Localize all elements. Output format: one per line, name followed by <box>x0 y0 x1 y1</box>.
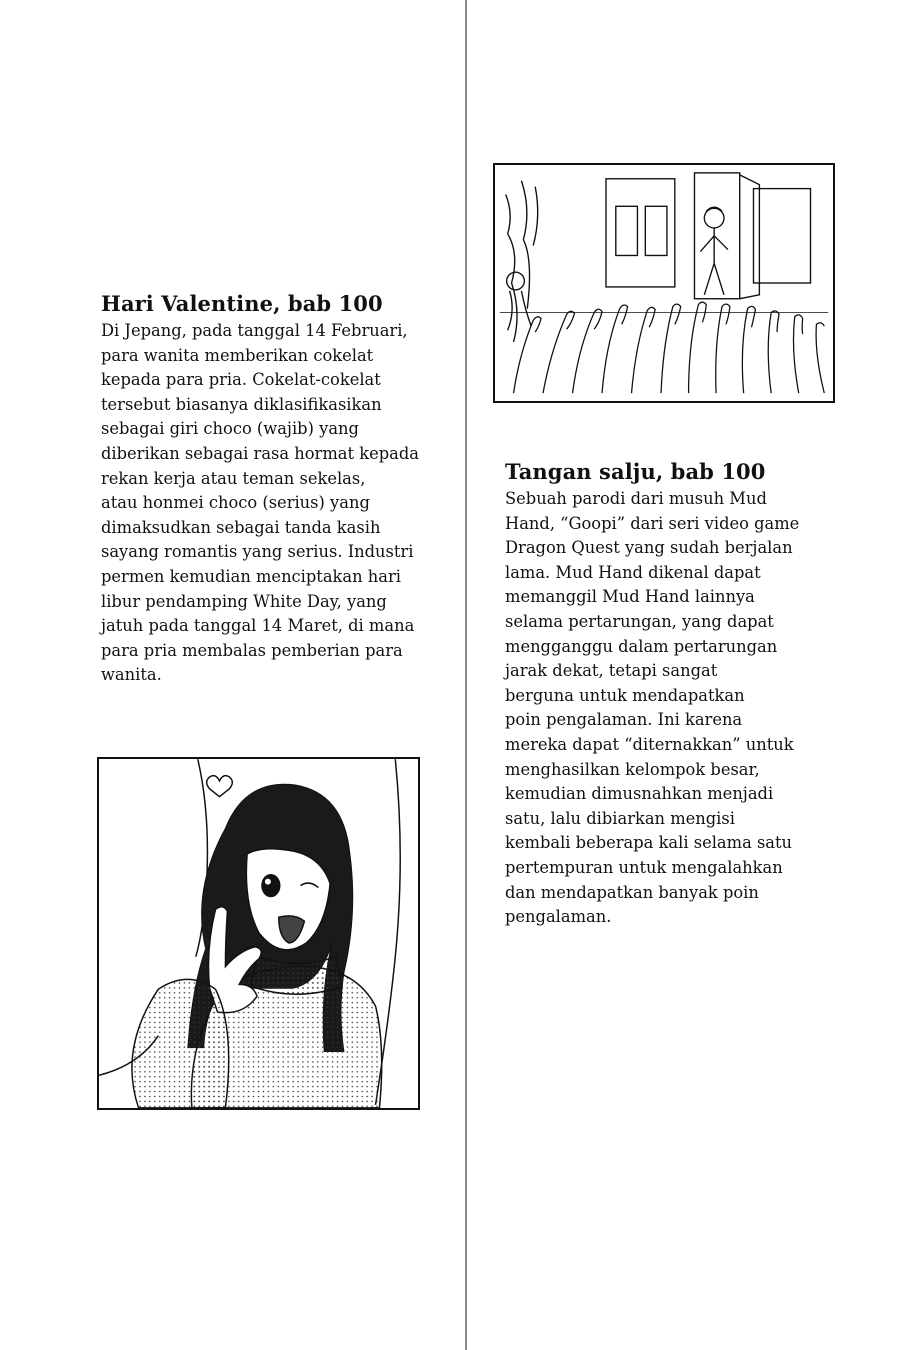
manga-panel-hands <box>493 163 835 403</box>
text-line: lama. Mud Hand dikenal dapat <box>505 562 761 582</box>
text-line: dan mendapatkan banyak poin <box>505 882 759 902</box>
text-line: Di Jepang, pada tanggal 14 Februari, <box>101 321 408 340</box>
text-line: Hand, “Goopi” dari seri video game <box>505 513 800 533</box>
text-line: wanita. <box>101 665 162 685</box>
text-line: selama pertarungan, yang dapat <box>505 611 774 631</box>
text-line: atau honmei choco (serius) yang <box>101 493 370 513</box>
note-body <box>505 487 835 930</box>
text-line: Sebuah parodi dari musuh Mud <box>505 489 767 508</box>
text-line: libur pendamping White Day, yang <box>101 591 387 611</box>
text-line: pertempuran untuk mengalahkan <box>505 857 783 877</box>
note-snow-hand <box>505 459 835 930</box>
note-valentine <box>101 291 441 688</box>
text-line: permen kemudian menciptakan hari <box>101 566 401 586</box>
text-line: sebagai giri choco (wajib) yang <box>101 419 359 439</box>
text-line: mereka dapat “diternakkan” untuk <box>505 734 794 754</box>
text-line: para wanita memberikan cokelat <box>101 345 374 365</box>
manga-panel-girl <box>97 757 420 1110</box>
text-line: berguna untuk mendapatkan <box>505 685 745 705</box>
text-line: pengalaman. <box>505 907 612 927</box>
text-line: poin pengalaman. Ini karena <box>505 710 743 730</box>
text-line: Dragon Quest yang sudah berjalan <box>505 538 793 558</box>
text-line: sayang romantis yang serius. Industri <box>101 542 414 562</box>
text-line: mengganggu dalam pertarungan <box>505 636 778 656</box>
text-line: dimaksudkan sebagai tanda kasih <box>101 517 381 537</box>
page-gutter-divider <box>465 0 467 1350</box>
girl-illustration <box>99 759 418 1108</box>
hands-illustration <box>495 165 833 401</box>
note-body <box>101 319 441 688</box>
text-line: diberikan sebagai rasa hormat kepada <box>101 443 419 463</box>
text-line: jatuh pada tanggal 14 Maret, di mana <box>101 616 415 636</box>
note-title: Hari Valentine, bab 100 <box>101 291 383 316</box>
text-line: kepada para pria. Cokelat-cokelat <box>101 370 381 390</box>
text-line: satu, lalu dibiarkan mengisi <box>505 808 735 828</box>
text-line: kemudian dimusnahkan menjadi <box>505 784 774 804</box>
text-line: kembali beberapa kali selama satu <box>505 833 793 853</box>
text-line: rekan kerja atau teman sekelas, <box>101 468 366 488</box>
text-line: menghasilkan kelompok besar, <box>505 759 760 779</box>
text-line: para pria membalas pemberian para <box>101 640 403 660</box>
text-line: memanggil Mud Hand lainnya <box>505 587 755 607</box>
note-title: Tangan salju, bab 100 <box>505 459 766 484</box>
text-line: jarak dekat, tetapi sangat <box>505 661 718 681</box>
text-line: tersebut biasanya diklasifikasikan <box>101 394 382 414</box>
